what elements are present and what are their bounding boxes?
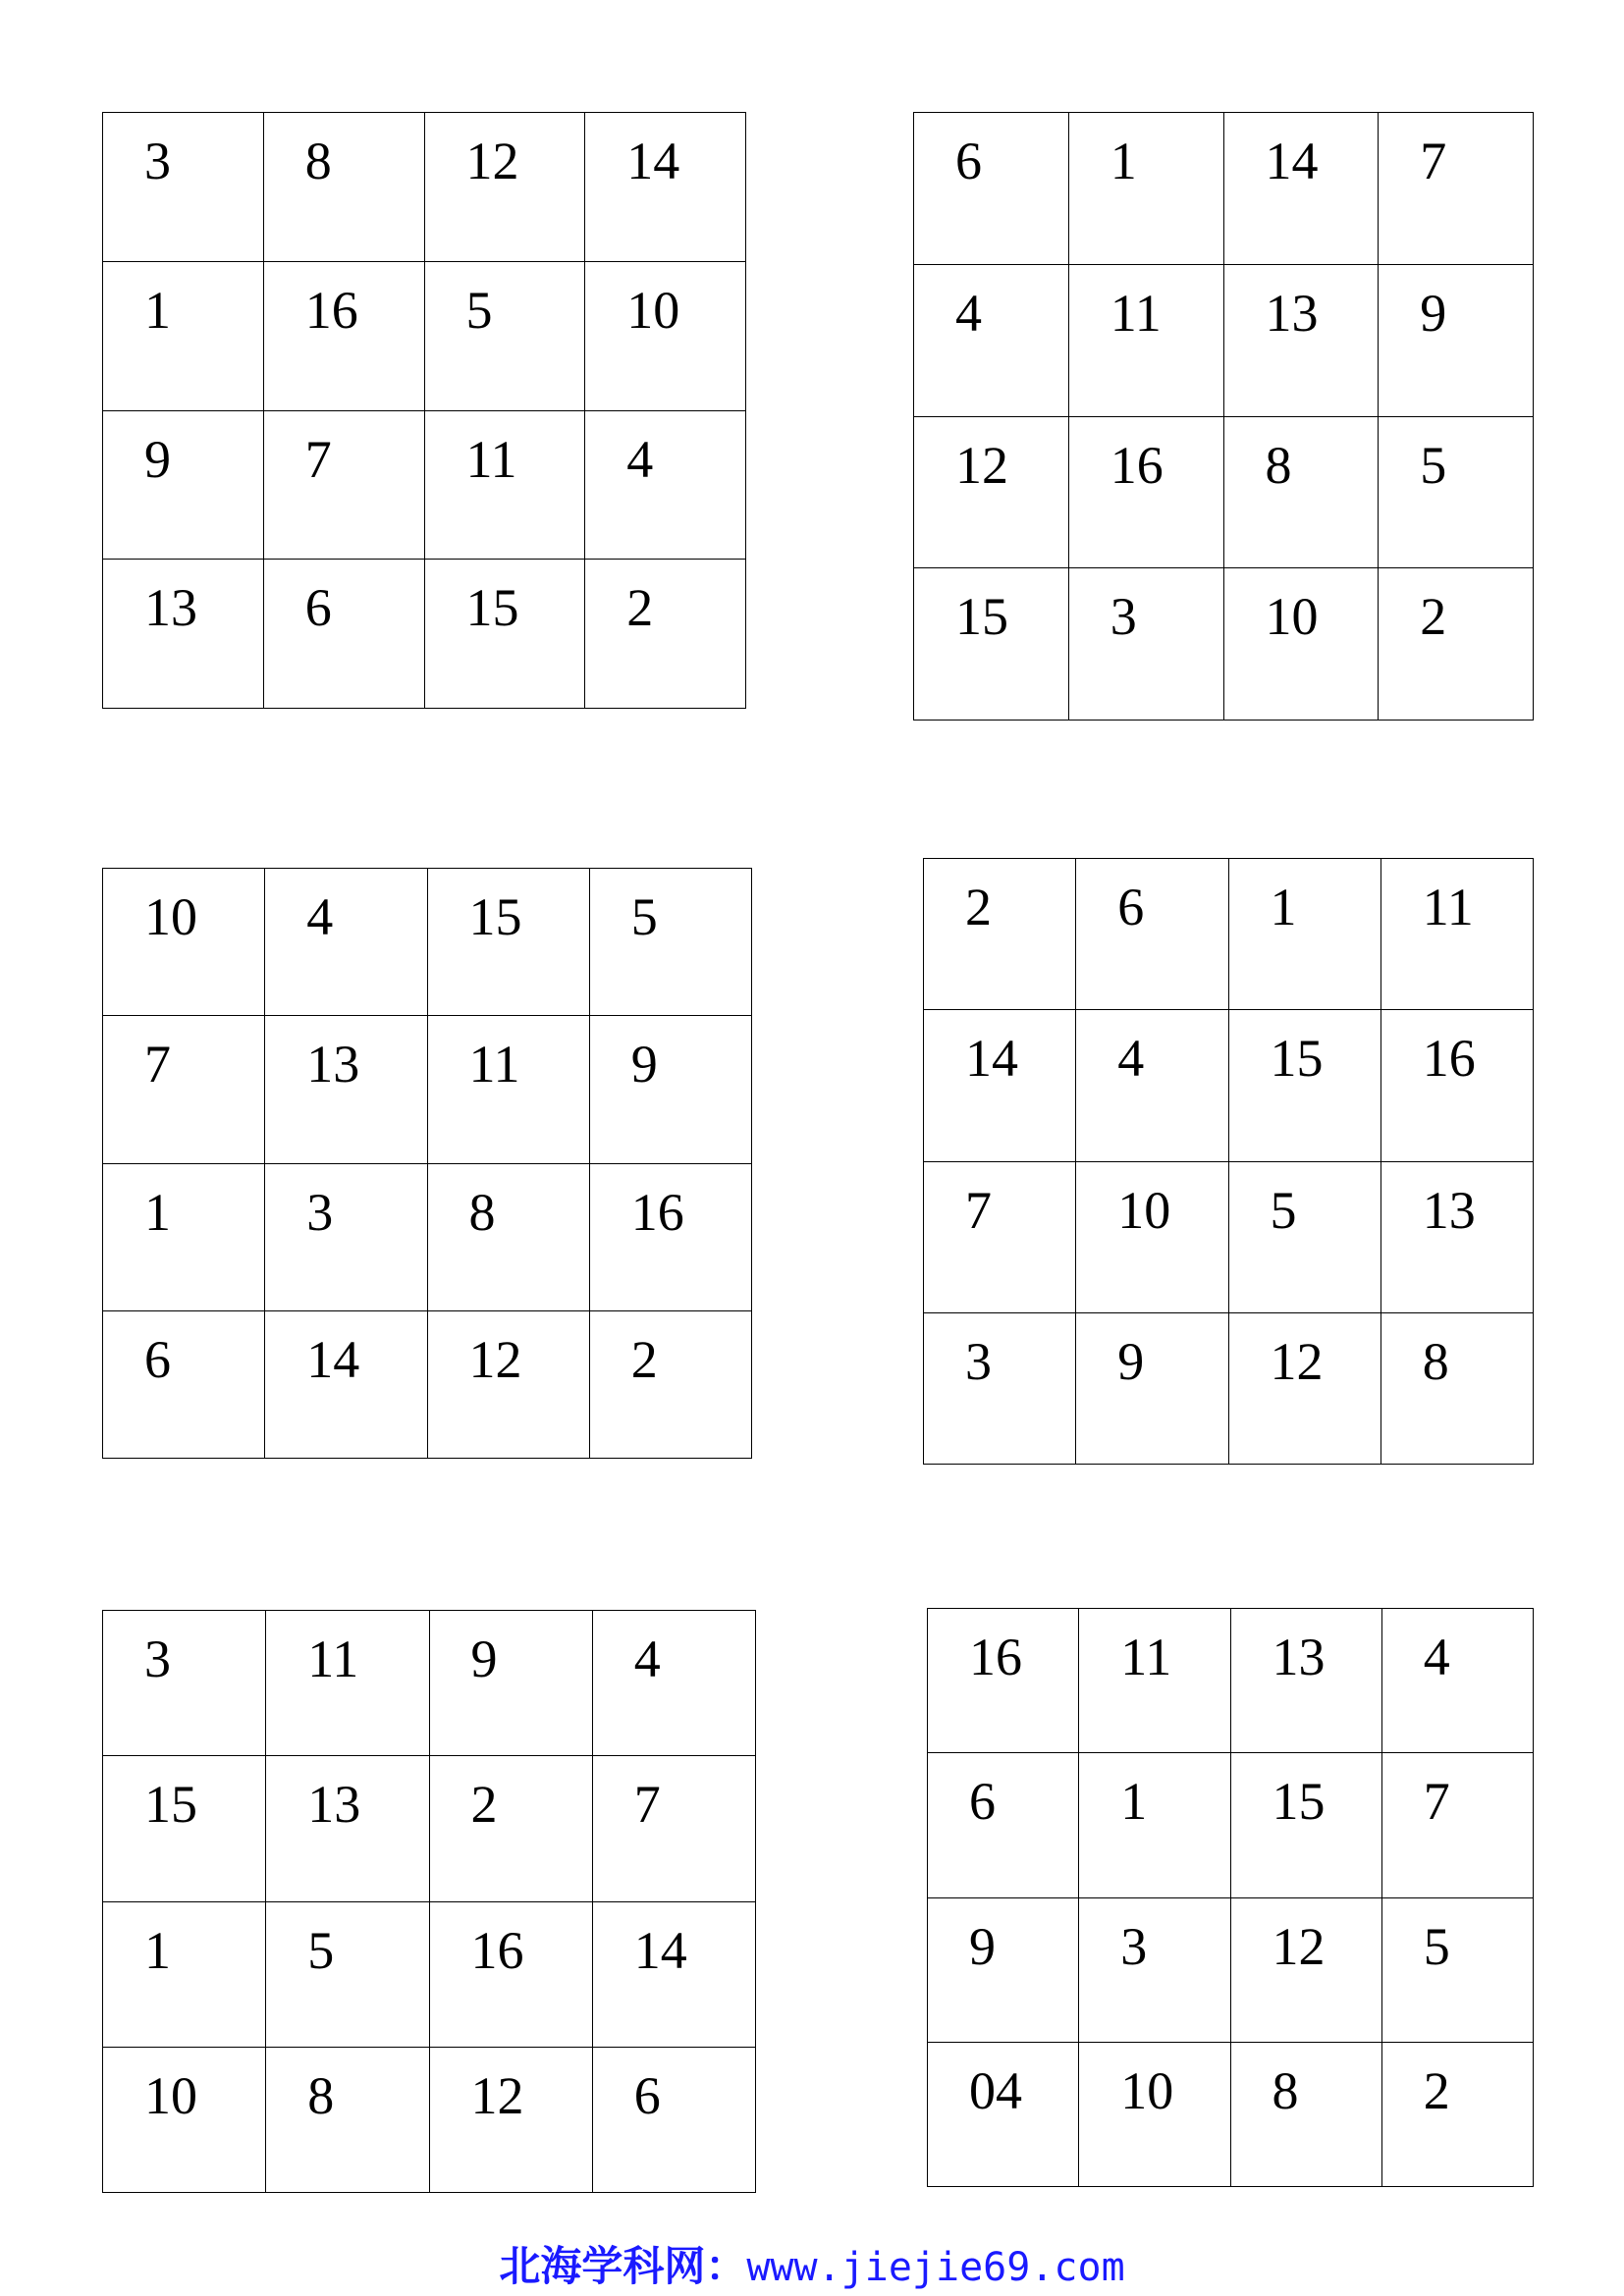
cell-number: 12 <box>1270 1331 1324 1391</box>
grid-row <box>103 261 746 410</box>
grid-cell <box>1380 859 1533 1010</box>
cell-number: 1 <box>1110 132 1137 190</box>
grid-cell <box>103 1310 265 1458</box>
grid-row <box>914 568 1534 721</box>
grid-cell <box>424 261 585 410</box>
cell-number: 9 <box>630 1035 658 1095</box>
grid-cell <box>424 560 585 709</box>
grid-cell <box>1381 1753 1533 1897</box>
cell-number: 2 <box>470 1775 498 1835</box>
cell-number: 2 <box>626 578 654 638</box>
grid-cell <box>928 2042 1079 2186</box>
grid-cell <box>1228 1010 1380 1161</box>
grid-cell <box>103 869 265 1016</box>
cell-number: 8 <box>304 132 332 190</box>
grid-cell <box>1068 113 1223 265</box>
grid-cell <box>1230 1609 1381 1753</box>
cell-number: 10 <box>144 887 197 946</box>
cell-number: 11 <box>1110 283 1162 343</box>
grid-cell <box>1228 1312 1380 1464</box>
cell-number: 4 <box>306 887 334 946</box>
grid-cell <box>1079 1609 1230 1753</box>
grid-cell <box>266 1611 429 1756</box>
grid-row <box>103 1901 756 2047</box>
grid-cell <box>266 1901 429 2047</box>
number-grid-5 <box>102 1610 756 2193</box>
grid-cell <box>1379 416 1534 568</box>
cell-number: 4 <box>633 1629 661 1688</box>
cell-number: 1 <box>144 1182 171 1242</box>
grid-cell <box>1380 1312 1533 1464</box>
cell-number: 6 <box>304 578 332 638</box>
cell-number: 16 <box>1422 1029 1476 1089</box>
cell-number: 11 <box>468 1035 520 1095</box>
grid-cell <box>585 261 746 410</box>
grid-cell <box>265 1310 427 1458</box>
grid-cell <box>103 1163 265 1310</box>
grid-cell <box>914 568 1069 721</box>
grid-row <box>103 1310 752 1458</box>
grid-cell <box>263 410 424 560</box>
number-grid-4 <box>923 858 1534 1465</box>
cell-number: 12 <box>1272 1916 1326 1976</box>
grid-cell <box>592 1901 755 2047</box>
grid-row <box>928 1609 1534 1753</box>
cell-number: 3 <box>1120 1916 1148 1976</box>
grid-row <box>103 560 746 709</box>
cell-number: 2 <box>965 878 992 936</box>
grid-cell <box>589 1310 751 1458</box>
cell-number: 10 <box>1265 587 1319 647</box>
grid-cell <box>928 1609 1079 1753</box>
grid-cell <box>1076 1161 1228 1312</box>
cell-number: 12 <box>465 132 519 190</box>
cell-number: 9 <box>470 1629 498 1688</box>
grid-row <box>928 2042 1534 2186</box>
cell-number: 1 <box>1120 1772 1148 1832</box>
grid-cell <box>263 261 424 410</box>
cell-number: 5 <box>465 280 493 340</box>
grid-row <box>103 869 752 1016</box>
grid-cell <box>1379 113 1534 265</box>
grid-cell <box>1079 1897 1230 2042</box>
grid-row <box>103 1756 756 1901</box>
number-grid-6 <box>927 1608 1534 2187</box>
grid-cell <box>592 1611 755 1756</box>
cell-number: 15 <box>1270 1029 1324 1089</box>
cell-number: 4 <box>626 429 654 489</box>
grid-row <box>103 2047 756 2192</box>
grid-cell <box>1068 264 1223 416</box>
grid-row <box>914 416 1534 568</box>
cell-number: 10 <box>626 280 680 340</box>
grid-cell <box>103 1756 266 1901</box>
cell-number: 16 <box>969 1628 1022 1686</box>
cell-number: 14 <box>626 132 680 190</box>
grid-cell <box>263 113 424 262</box>
grid-cell <box>1223 264 1379 416</box>
grid-cell <box>924 1010 1076 1161</box>
grid-row <box>914 264 1534 416</box>
cell-number: 13 <box>307 1775 361 1835</box>
number-grid-1 <box>102 112 746 709</box>
grid-cell <box>103 1901 266 2047</box>
grid-cell <box>1380 1010 1533 1161</box>
grid-cell <box>1380 1161 1533 1312</box>
cell-number: 3 <box>144 1629 171 1688</box>
grid-cell <box>103 410 264 560</box>
grid-cell <box>263 560 424 709</box>
grid-cell <box>424 410 585 560</box>
cell-number: 8 <box>1265 435 1292 495</box>
grid-cell <box>1381 1897 1533 2042</box>
grid-cell <box>1079 1753 1230 1897</box>
cell-number: 14 <box>965 1029 1018 1089</box>
cell-number: 8 <box>1272 2060 1299 2120</box>
cell-number: 11 <box>465 429 517 489</box>
cell-number: 1 <box>144 1920 171 1980</box>
cell-number: 15 <box>468 887 522 946</box>
grid-cell <box>1223 416 1379 568</box>
cell-number: 5 <box>1420 435 1447 495</box>
cell-number: 3 <box>144 132 171 190</box>
grid-cell <box>592 2047 755 2192</box>
grid-cell <box>429 1901 592 2047</box>
cell-number: 14 <box>633 1920 687 1980</box>
cell-number: 6 <box>633 2065 661 2125</box>
cell-number: 5 <box>1423 1916 1450 1976</box>
footer-url[interactable]: www.jiejie69.com <box>746 2245 1125 2290</box>
cell-number: 9 <box>969 1916 996 1976</box>
cell-number: 2 <box>630 1329 658 1389</box>
grid-cell <box>265 869 427 1016</box>
cell-number: 16 <box>1110 435 1164 495</box>
cell-number: 10 <box>144 2065 197 2125</box>
cell-number: 6 <box>955 132 982 190</box>
grid-cell <box>1379 568 1534 721</box>
grid-cell <box>429 1611 592 1756</box>
cell-number: 4 <box>1423 1628 1450 1686</box>
grid-cell <box>585 560 746 709</box>
grid-row <box>914 113 1534 265</box>
cell-number: 15 <box>144 1775 197 1835</box>
grid-cell <box>1381 2042 1533 2186</box>
grid-cell <box>1228 1161 1380 1312</box>
cell-number: 13 <box>1272 1628 1326 1686</box>
grid-cell <box>103 560 264 709</box>
grid-cell <box>914 416 1069 568</box>
grid-cell <box>427 1016 589 1163</box>
cell-number: 12 <box>955 435 1008 495</box>
cell-number: 6 <box>1117 878 1145 936</box>
cell-number: 2 <box>1423 2060 1450 2120</box>
cell-number: 13 <box>1422 1180 1476 1240</box>
grid-cell <box>914 264 1069 416</box>
number-grid-3 <box>102 868 752 1459</box>
grid-row <box>103 1611 756 1756</box>
cell-number: 1 <box>1270 878 1297 936</box>
grid-cell <box>265 1163 427 1310</box>
cell-number: 1 <box>144 280 171 340</box>
grid-cell <box>585 410 746 560</box>
cell-number: 7 <box>144 1035 171 1095</box>
cell-number: 4 <box>955 283 982 343</box>
grid-cell <box>265 1016 427 1163</box>
footer-site-name: 北海学科网： <box>499 2242 747 2290</box>
grid-row <box>103 410 746 560</box>
cell-number: 15 <box>465 578 519 638</box>
cell-number: 11 <box>307 1629 359 1688</box>
grid-cell <box>424 113 585 262</box>
cell-number: 6 <box>144 1329 171 1389</box>
cell-number: 13 <box>144 578 197 638</box>
grid-cell <box>1230 1753 1381 1897</box>
grid-cell <box>1381 1609 1533 1753</box>
cell-number: 14 <box>1265 132 1319 190</box>
grid-cell <box>266 1756 429 1901</box>
grid-row <box>103 1016 752 1163</box>
grid-cell <box>266 2047 429 2192</box>
grid-cell <box>1379 264 1534 416</box>
cell-number: 2 <box>1420 587 1447 647</box>
cell-number: 9 <box>1420 283 1447 343</box>
grid-cell <box>589 869 751 1016</box>
grid-cell <box>1230 1897 1381 2042</box>
grid-cell <box>928 1897 1079 2042</box>
grid-cell <box>427 1163 589 1310</box>
grid-cell <box>103 2047 266 2192</box>
grid-cell <box>1228 859 1380 1010</box>
cell-number: 7 <box>304 429 332 489</box>
grid-cell <box>592 1756 755 1901</box>
grid-cell <box>924 1312 1076 1464</box>
grid-cell <box>1076 1010 1228 1161</box>
grid-cell <box>103 1016 265 1163</box>
grid-cell <box>585 113 746 262</box>
cell-number: 7 <box>1420 132 1447 190</box>
grid-cell <box>103 1611 266 1756</box>
grid-row <box>924 1312 1534 1464</box>
cell-number: 3 <box>965 1331 992 1391</box>
grid-row <box>103 1163 752 1310</box>
grid-row <box>924 1161 1534 1312</box>
grid-cell <box>429 1756 592 1901</box>
cell-number: 9 <box>144 429 171 489</box>
cell-number: 16 <box>304 280 358 340</box>
grid-cell <box>589 1163 751 1310</box>
cell-number: 3 <box>1110 587 1137 647</box>
cell-number: 6 <box>969 1772 996 1832</box>
grid-cell <box>427 869 589 1016</box>
grid-cell <box>589 1016 751 1163</box>
number-grid-2 <box>913 112 1534 721</box>
cell-number: 5 <box>307 1920 335 1980</box>
grid-cell <box>924 1161 1076 1312</box>
cell-number: 16 <box>470 1920 524 1980</box>
grid-cell <box>103 113 264 262</box>
cell-number: 16 <box>630 1182 684 1242</box>
grid-cell <box>924 859 1076 1010</box>
cell-number: 5 <box>630 887 658 946</box>
cell-number: 04 <box>969 2060 1022 2120</box>
cell-number: 9 <box>1117 1331 1145 1391</box>
cell-number: 7 <box>1423 1772 1450 1832</box>
grid-row <box>103 113 746 262</box>
grid-cell <box>914 113 1069 265</box>
cell-number: 5 <box>1270 1180 1297 1240</box>
grid-cell <box>1223 568 1379 721</box>
cell-number: 3 <box>306 1182 334 1242</box>
cell-number: 14 <box>306 1329 360 1389</box>
grid-cell <box>928 1753 1079 1897</box>
grid-cell <box>429 2047 592 2192</box>
cell-number: 10 <box>1117 1180 1171 1240</box>
grid-cell <box>1223 113 1379 265</box>
cell-number: 15 <box>1272 1772 1326 1832</box>
grid-cell <box>103 261 264 410</box>
cell-number: 15 <box>955 587 1008 647</box>
cell-number: 11 <box>1120 1628 1172 1686</box>
grid-row <box>924 859 1534 1010</box>
cell-number: 10 <box>1120 2060 1174 2120</box>
grid-cell <box>1079 2042 1230 2186</box>
cell-number: 12 <box>470 2065 524 2125</box>
cell-number: 11 <box>1422 878 1474 936</box>
cell-number: 8 <box>1422 1331 1449 1391</box>
cell-number: 13 <box>1265 283 1319 343</box>
grid-cell <box>1068 568 1223 721</box>
cell-number: 8 <box>468 1182 496 1242</box>
grid-cell <box>427 1310 589 1458</box>
grid-row <box>928 1753 1534 1897</box>
grid-cell <box>1076 1312 1228 1464</box>
cell-number: 4 <box>1117 1029 1145 1089</box>
cell-number: 13 <box>306 1035 360 1095</box>
cell-number: 8 <box>307 2065 335 2125</box>
footer <box>0 2234 1624 2293</box>
cell-number: 12 <box>468 1329 522 1389</box>
grid-cell <box>1068 416 1223 568</box>
grid-row <box>924 1010 1534 1161</box>
grid-cell <box>1230 2042 1381 2186</box>
cell-number: 7 <box>965 1180 992 1240</box>
cell-number: 7 <box>633 1775 661 1835</box>
grid-row <box>928 1897 1534 2042</box>
grid-cell <box>1076 859 1228 1010</box>
